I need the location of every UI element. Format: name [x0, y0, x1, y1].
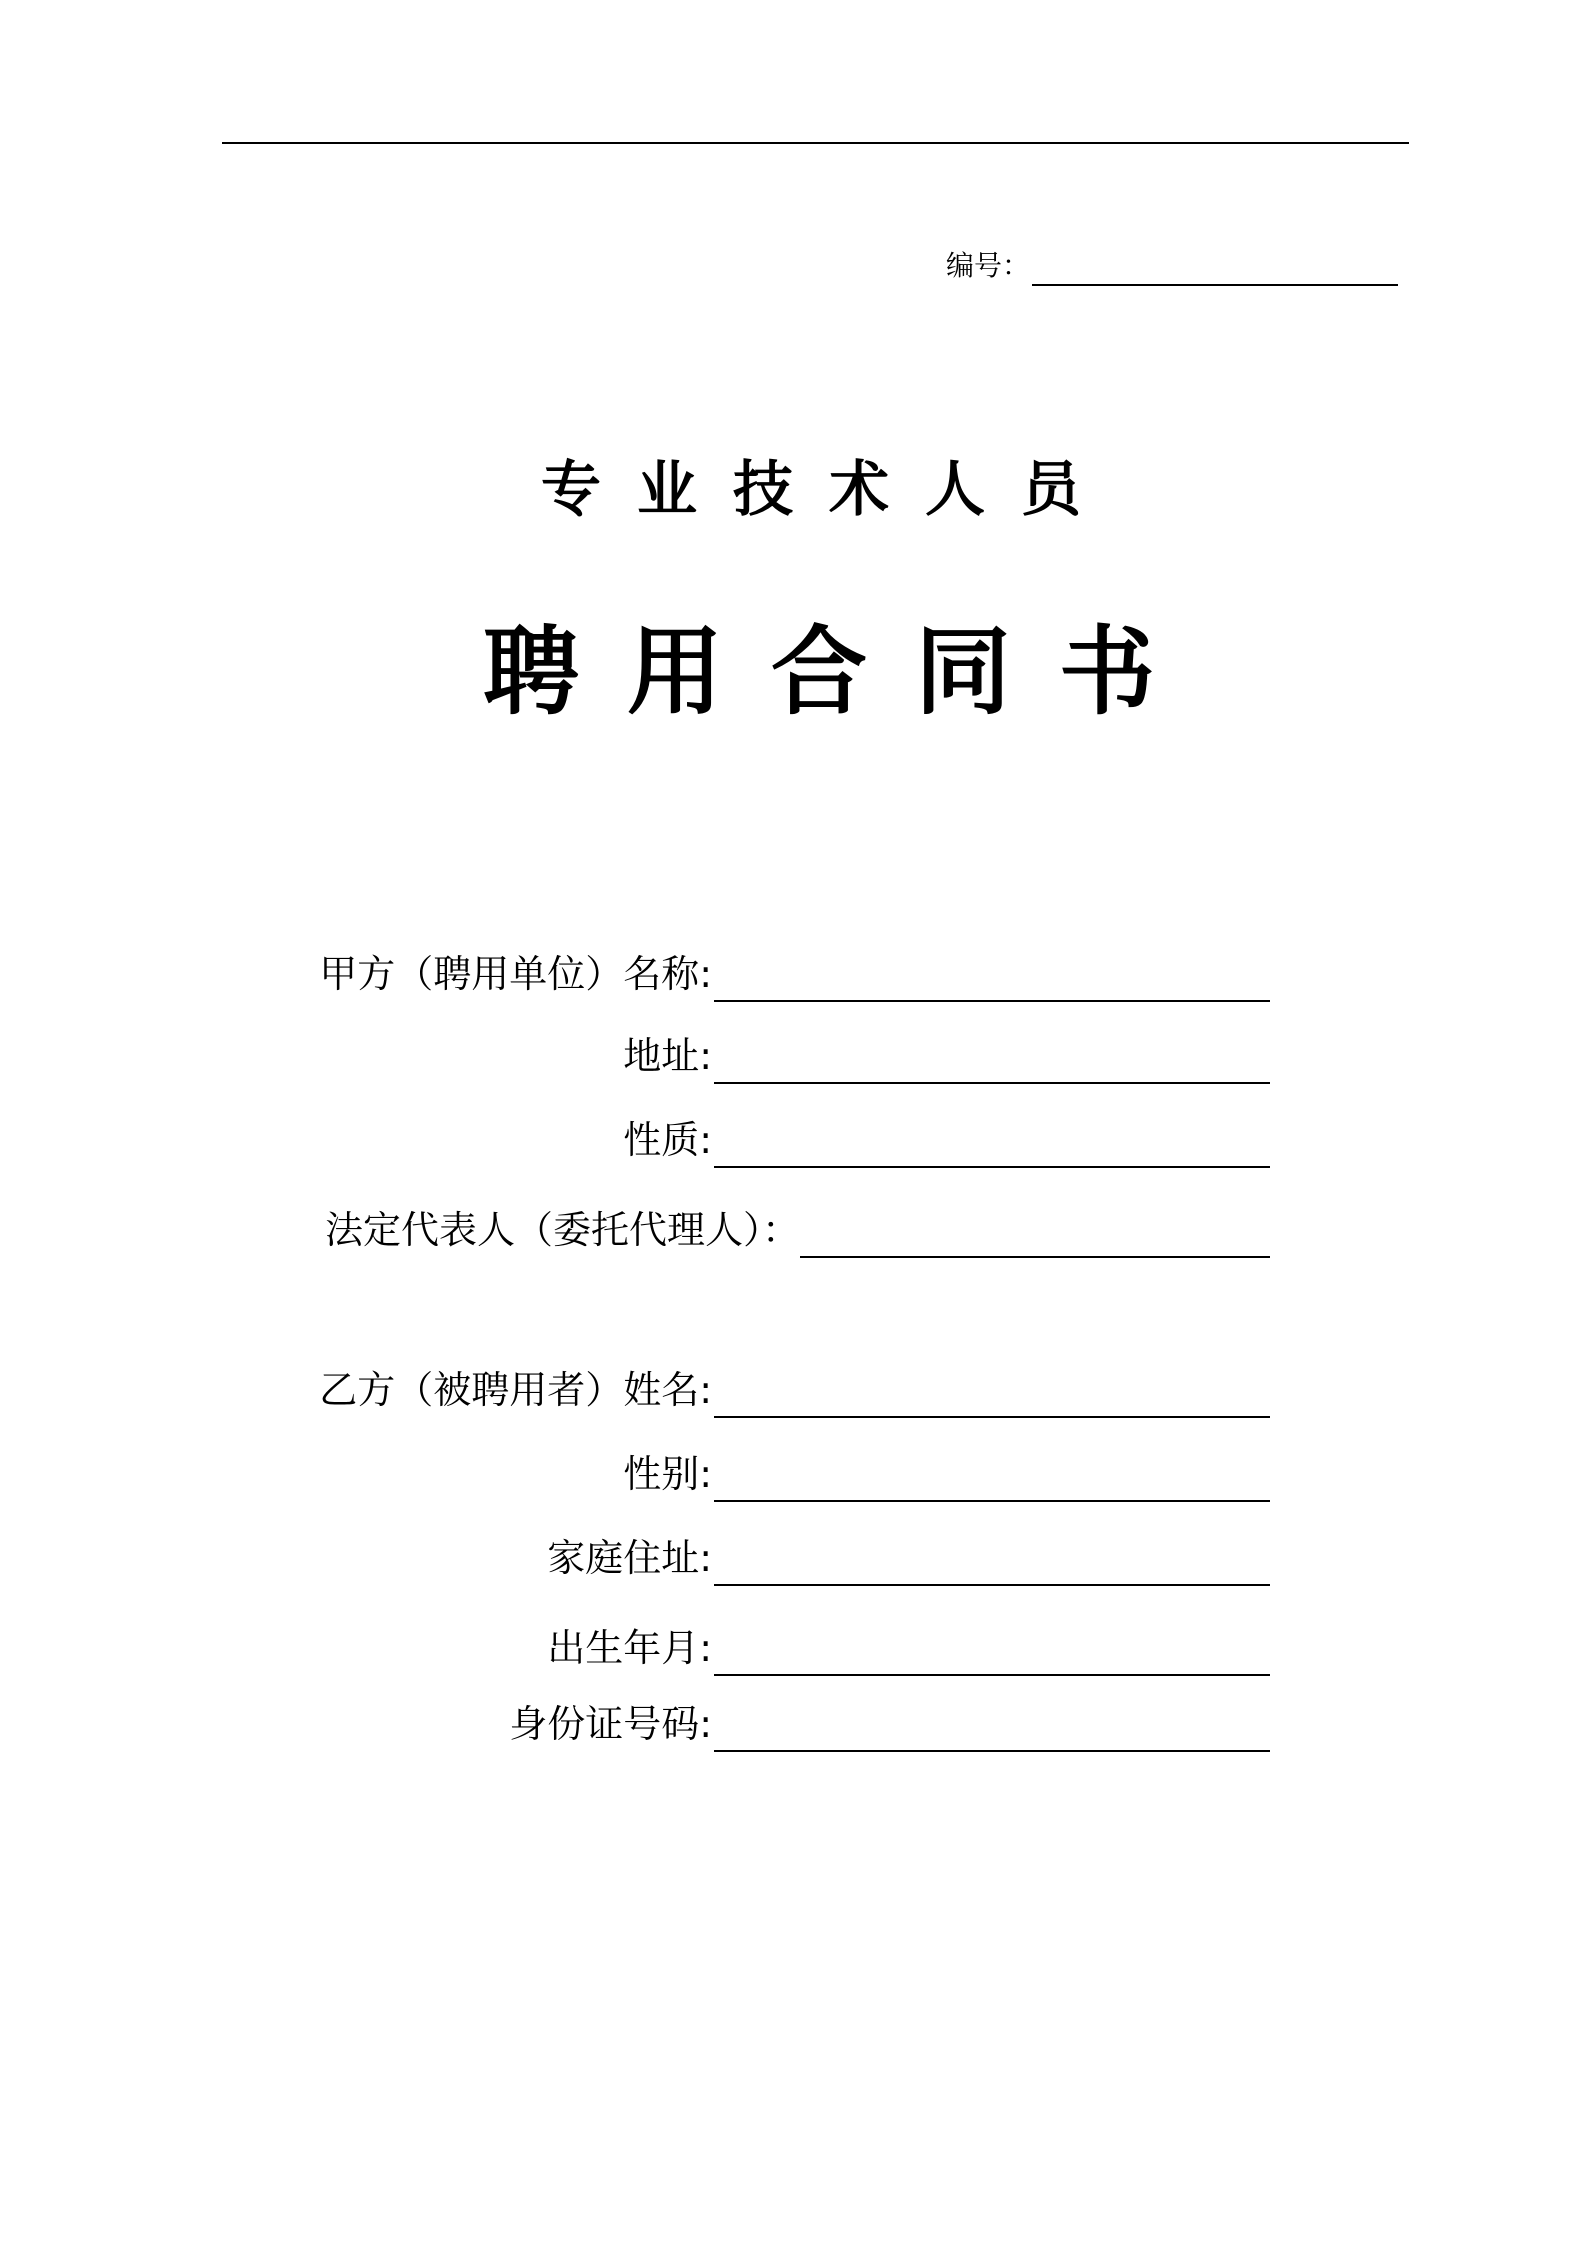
- party-a-representative-label: 法定代表人（委托代理人）：: [324, 1208, 800, 1252]
- party-b-birth-line[interactable]: [714, 1674, 1270, 1676]
- party-a-name-line[interactable]: [714, 1000, 1270, 1002]
- party-a-nature-field: [270, 1112, 1270, 1168]
- party-b-birth-label: 出生年月:: [547, 1626, 712, 1670]
- party-b-id-line[interactable]: [714, 1750, 1270, 1752]
- party-b-name-line[interactable]: [714, 1416, 1270, 1418]
- party-a-name-field: [270, 946, 1270, 1002]
- party-b-name-field: [270, 1362, 1270, 1418]
- party-a-nature-line[interactable]: [714, 1166, 1270, 1168]
- party-b-id-label: 身份证号码:: [509, 1702, 712, 1746]
- party-b-id-field: [270, 1696, 1270, 1752]
- serial-number-line[interactable]: [1032, 284, 1398, 286]
- party-a-nature-label: 性质:: [623, 1118, 712, 1162]
- party-b-home-address-field: [270, 1530, 1270, 1586]
- party-a-address-line[interactable]: [714, 1082, 1270, 1084]
- document-title-line2: 聘用合同书: [483, 616, 1203, 728]
- party-b-birth-field: [270, 1620, 1270, 1676]
- party-a-representative-field: [270, 1202, 1270, 1258]
- party-b-home-address-line[interactable]: [714, 1584, 1270, 1586]
- party-a-address-label: 地址:: [623, 1034, 712, 1078]
- serial-number-field: [946, 246, 1398, 286]
- party-b-gender-line[interactable]: [714, 1500, 1270, 1502]
- party-a-representative-line[interactable]: [800, 1256, 1270, 1258]
- document-title-line1: 专业技术人员: [541, 455, 1117, 525]
- header-rule: [222, 142, 1409, 144]
- serial-number-label: 编号：: [946, 249, 1031, 282]
- party-a-address-field: [270, 1028, 1270, 1084]
- party-b-gender-field: [270, 1446, 1270, 1502]
- party-b-gender-label: 性别:: [623, 1452, 712, 1496]
- party-b-home-address-label: 家庭住址:: [547, 1536, 712, 1580]
- party-b-name-label: 乙方（被聘用者）姓名:: [319, 1368, 712, 1412]
- party-a-name-label: 甲方（聘用单位）名称:: [319, 952, 712, 996]
